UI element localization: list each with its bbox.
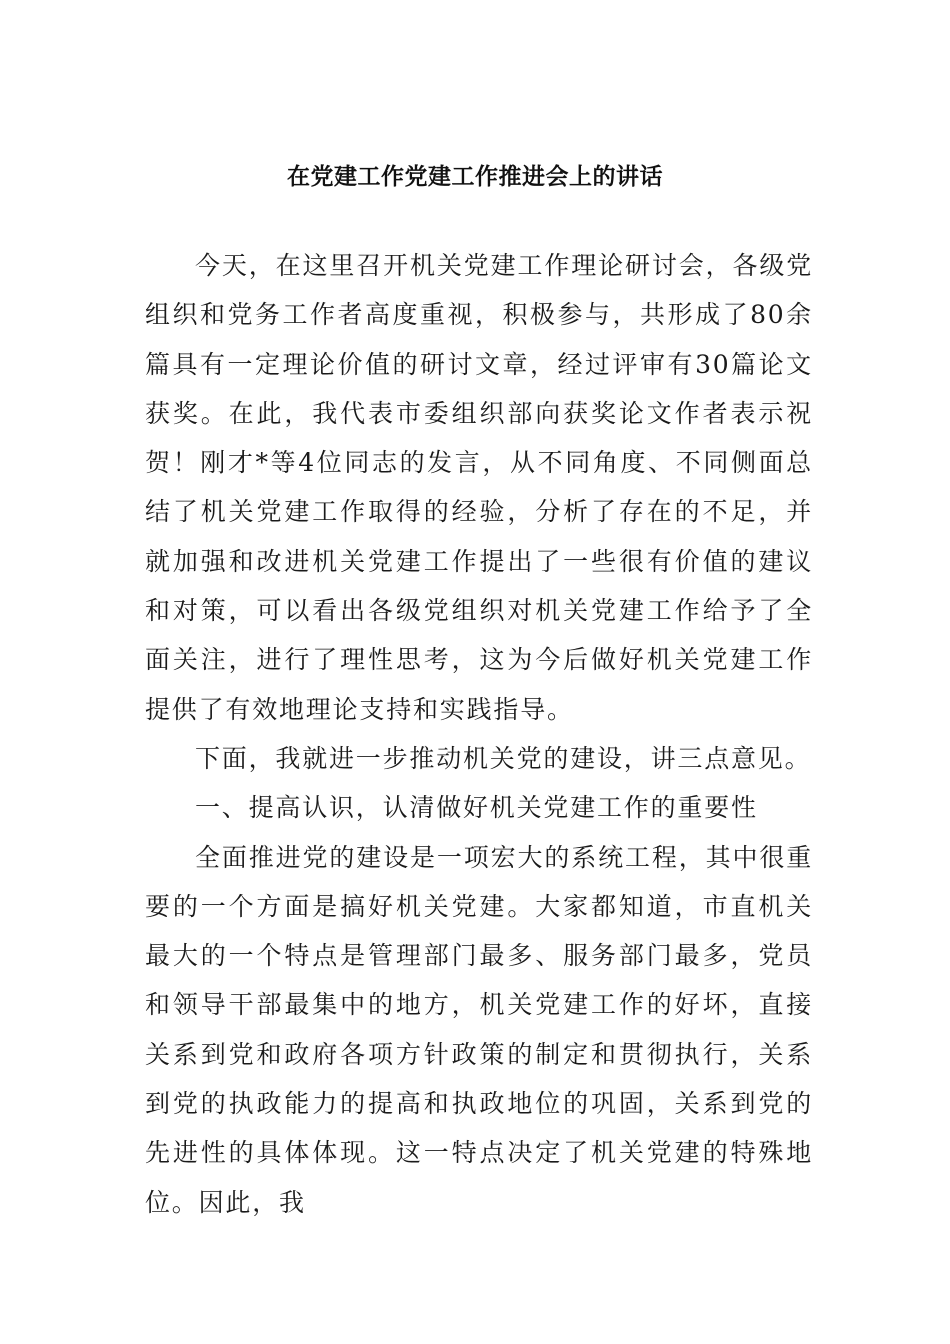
document-title: 在党建工作党建工作推进会上的讲话	[287, 164, 663, 190]
document-body	[145, 241, 813, 1227]
section-heading-1: 一、提高认识，认清做好机关党建工作的重要性	[195, 793, 758, 823]
paragraph-opening: 今天，在这里召开机关党建工作理论研讨会，各级党组织和党务工作者高度重视，积极参与，共形成了80余篇具有一定理论价值的研讨文章，经过评审有30篇论文获奖。在此，我代表市委组织部向获奖论文作者表示祝贺！刚才*等4位同志的发言，从不同角度、不同侧面总结了机关党建工作取得的经验，分析了存在的不足，并就加强和改进机关党建工作提出了一些很有价值的建议和对策，可以看出各级党组织对机关党建工作给予了全面关注，进行了理性思考，这为今后做好机关党建工作提供了有效地理论支持和实践指导。	[145, 251, 813, 724]
paragraph-section-1: 全面推进党的建设是一项宏大的系统工程，其中很重要的一个方面是搞好机关党建。大家都知道，市直机关最大的一个特点是管理部门最多、服务部门最多，党员和领导干部最集中的地方，机关党建工作的好坏，直接关系到党和政府各项方针政策的制定和贯彻执行，关系到党的执政能力的提高和执政地位的巩固，关系到党的先进性的具体体现。这一特点决定了机关党建的特殊地位。因此，我	[145, 842, 813, 1217]
paragraph-intro: 下面，我就进一步推动机关党的建设，讲三点意见。	[195, 743, 812, 773]
